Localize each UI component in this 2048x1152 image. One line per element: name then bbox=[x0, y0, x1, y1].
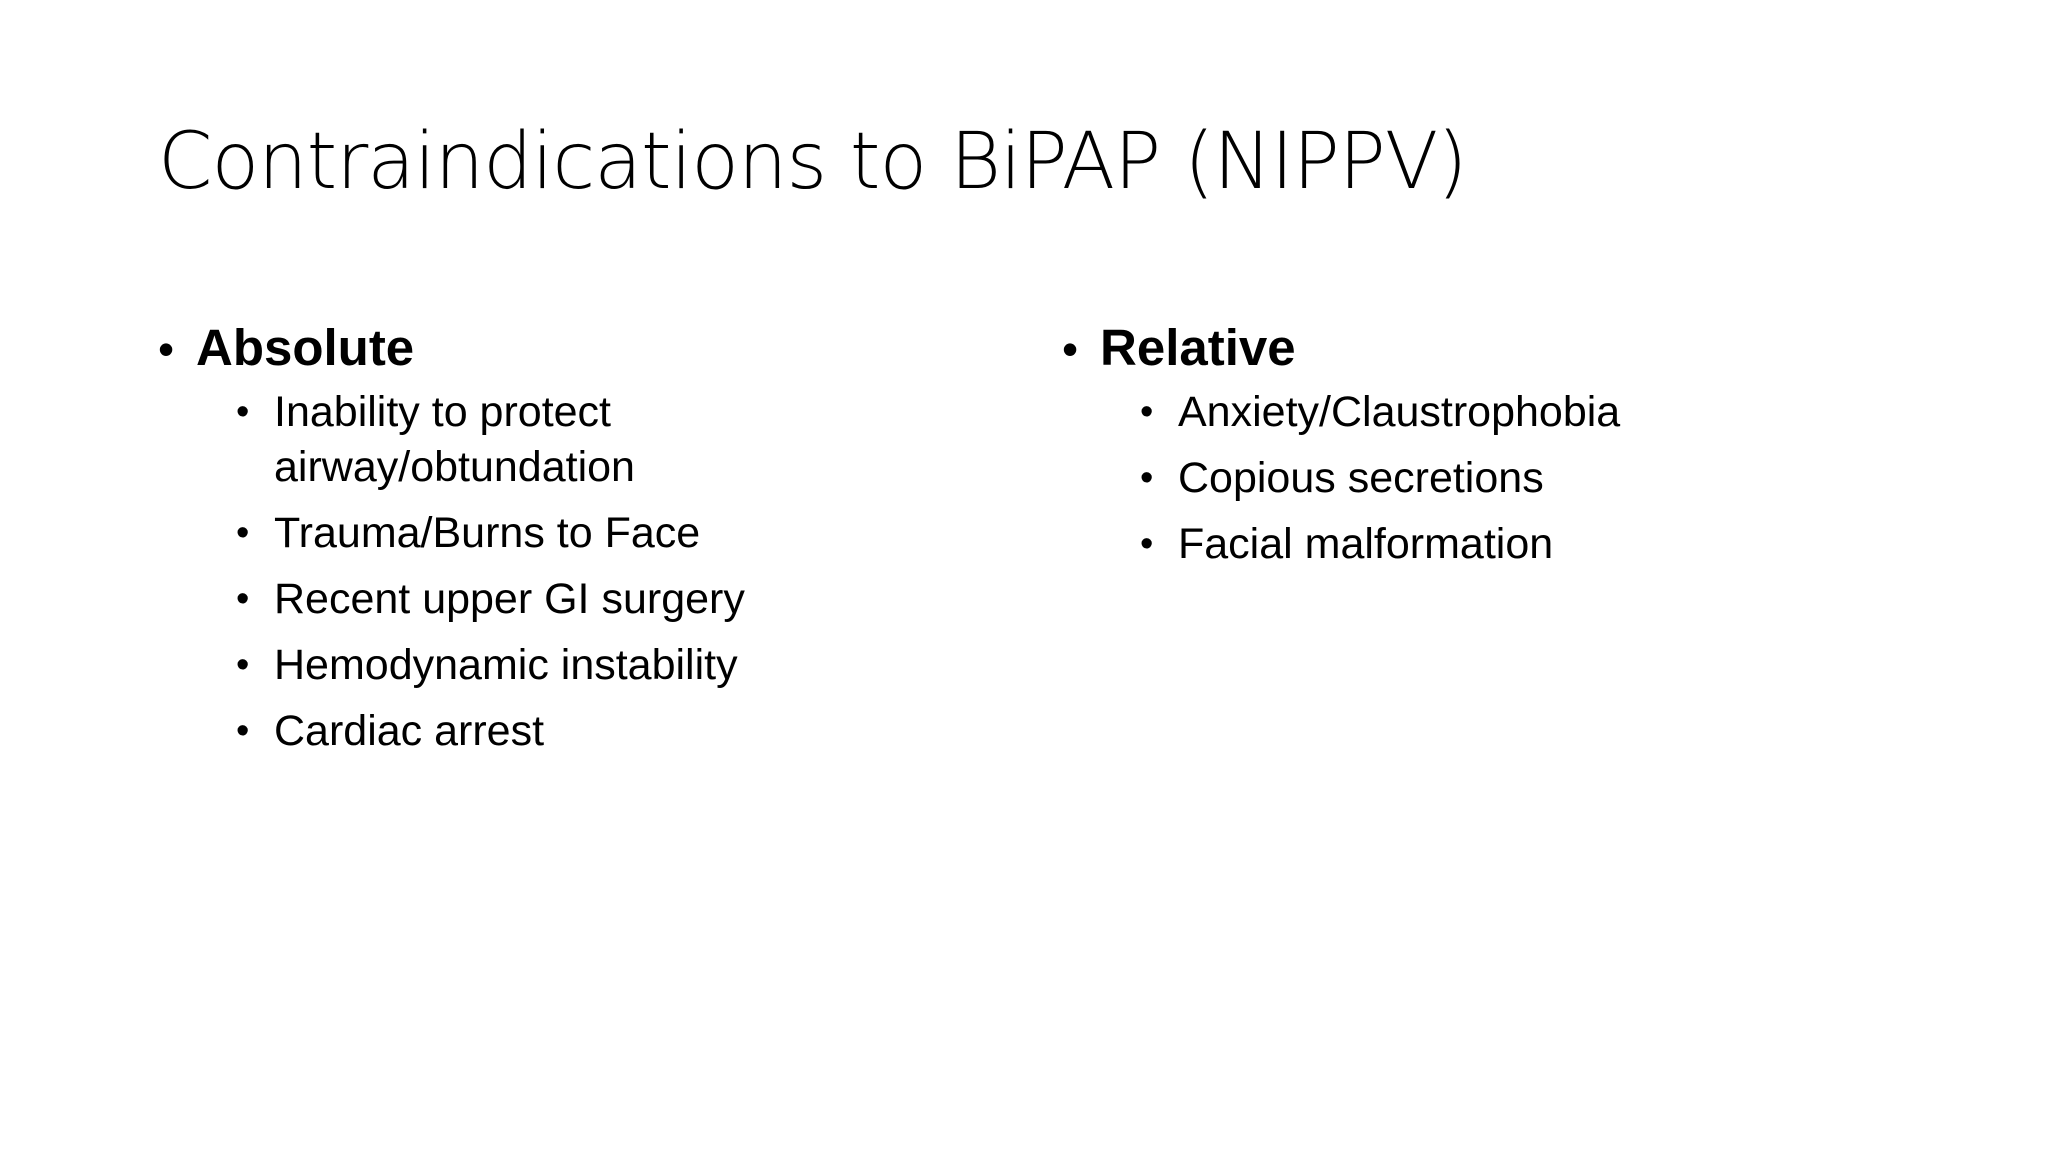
list-item bbox=[1140, 385, 1922, 440]
absolute-heading: Absolute bbox=[196, 319, 415, 376]
list-item bbox=[1140, 451, 1922, 506]
relative-heading-row bbox=[1062, 312, 1922, 385]
list-item-text: Recent upper GI surgery bbox=[274, 575, 745, 623]
list-item bbox=[236, 572, 1018, 627]
bullet-icon: • bbox=[1140, 523, 1154, 565]
relative-list bbox=[1062, 385, 1922, 572]
slide-title: Contraindications to BiPAP (NIPPV) bbox=[158, 117, 1467, 207]
bullet-icon: • bbox=[158, 323, 175, 375]
list-item-text: Hemodynamic instability bbox=[274, 641, 738, 689]
list-item bbox=[236, 385, 1018, 495]
list-item bbox=[236, 638, 1018, 693]
list-item-text: Inability to protect airway/obtundation bbox=[274, 388, 635, 491]
list-item bbox=[1140, 517, 1922, 572]
bullet-icon: • bbox=[236, 391, 250, 433]
bullet-icon: • bbox=[1062, 323, 1079, 375]
bullet-icon: • bbox=[236, 578, 250, 620]
relative-column bbox=[1062, 312, 1922, 583]
relative-heading: Relative bbox=[1100, 319, 1296, 376]
bullet-icon: • bbox=[236, 512, 250, 554]
bullet-icon: • bbox=[236, 644, 250, 686]
list-item bbox=[236, 704, 1018, 759]
bullet-icon: • bbox=[1140, 457, 1154, 499]
list-item-text: Facial malformation bbox=[1178, 520, 1554, 568]
absolute-column bbox=[158, 312, 1018, 770]
absolute-list bbox=[158, 385, 1018, 759]
list-item-text: Anxiety/Claustrophobia bbox=[1178, 388, 1621, 436]
list-item-text: Trauma/Burns to Face bbox=[274, 509, 701, 557]
absolute-heading-row bbox=[158, 312, 1018, 385]
list-item-text: Cardiac arrest bbox=[274, 707, 545, 755]
bullet-icon: • bbox=[236, 710, 250, 752]
list-item-text: Copious secretions bbox=[1178, 454, 1544, 502]
list-item bbox=[236, 506, 1018, 561]
bullet-icon: • bbox=[1140, 391, 1154, 433]
